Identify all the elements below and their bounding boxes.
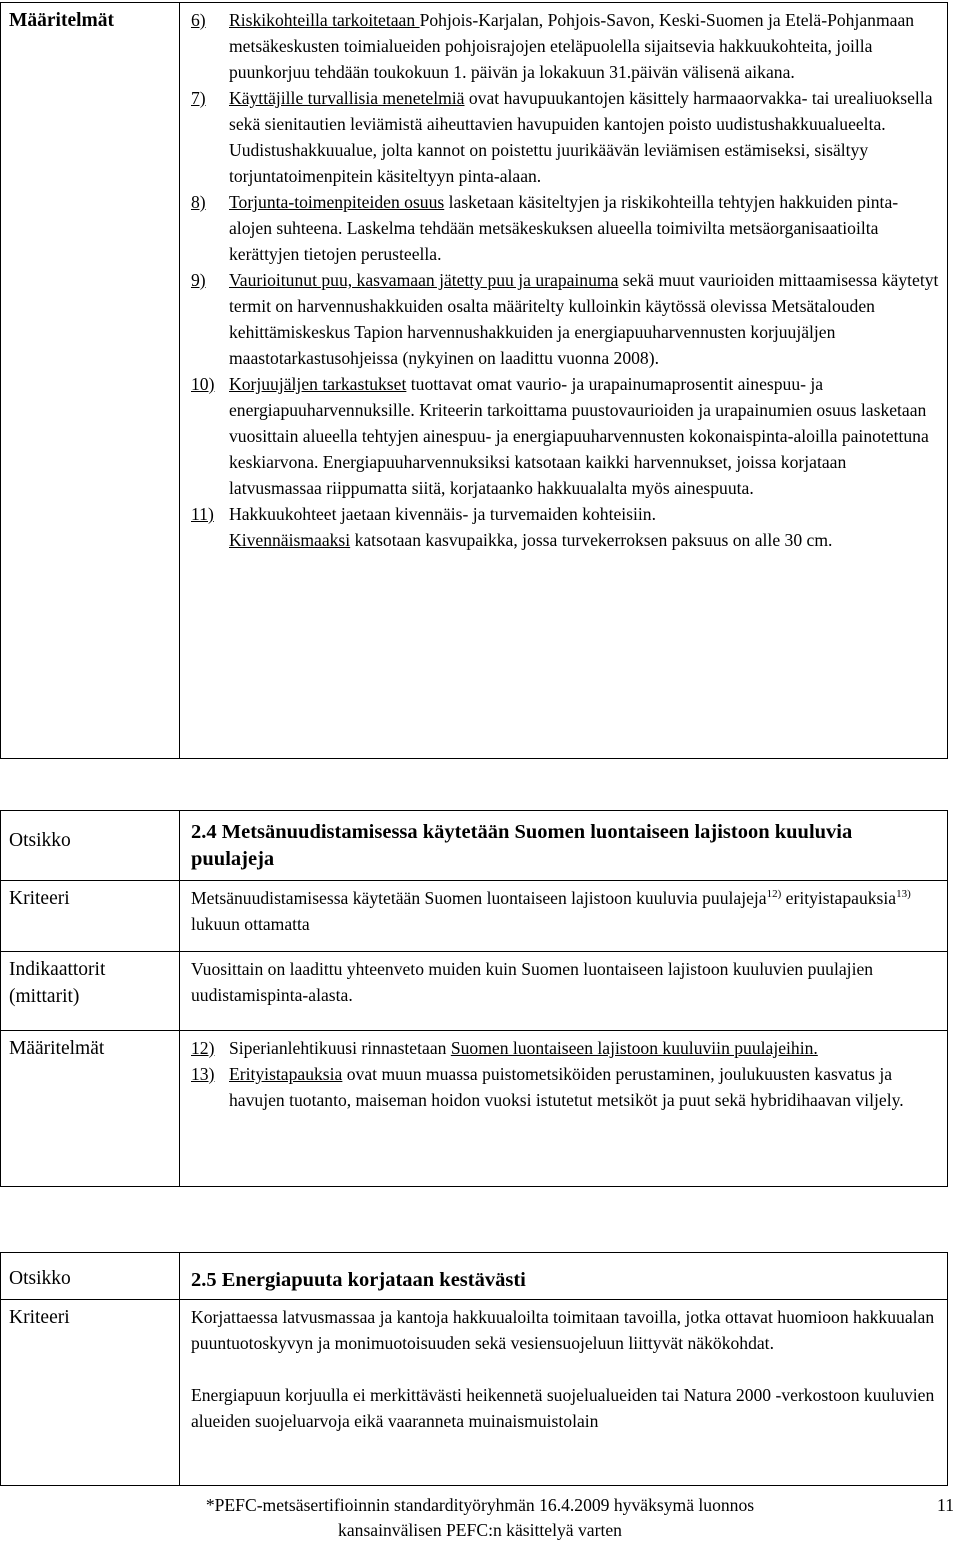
kriteeri-text-2-5: Korjattaessa latvusmassaa ja kantoja hakkuualoilta toimitaan tavoilla, jotka ottavat huomioon hakkuualan puuntuotoskyvyn ja monimuotoisuuden sekä vesiensuojeluun liittyvät näkökohdat. Energiapuun korjuulla ei merkittävästi heikennetä suojelualueiden tai Natura 2000 -verkostoon kuuluvien alueiden suojeluarvoja eikä vaaranneta muinaismuistolain <box>180 1300 948 1486</box>
definition-item-6: 6) Riskikohteilla tarkoitetaan Pohjois-Karjalan, Pohjois-Savon, Keski-Suomen ja Etelä-Pohjanmaan metsäkeskusten toimialueiden pohjoisrajojen eteläpuolella sijaitsevia hakkuukohteita, joilla puunkorjuu tehdään toukokuun 1. päivän ja lokakuun 31.päivän välisenä aikana. <box>191 10 915 82</box>
definitions-content-2-4 <box>180 1031 948 1187</box>
kriteeri-label-2-4: Kriteeri <box>1 881 180 952</box>
kriteeri-text-2-4: Metsänuudistamisessa käytetään Suomen luontaiseen lajistoon kuuluvia puulajeja$^{12)}$ erityistapauksia$^{13)}$ lukuun ottamatta <box>180 881 948 952</box>
maaritelmat-label-2-4: Määritelmät <box>1 1031 180 1187</box>
section-2-5-table <box>0 1252 948 1486</box>
page-footer: *PEFC-metsäsertifioinnin standardityöryhmän 16.4.2009 hyväksymä luonnos kansainvälisen PEFC:n käsittelyä varten <box>205 1495 755 1540</box>
definitions-content-1 <box>180 3 948 759</box>
section-title-2-5: 2.5 Energiapuuta korjataan kestävästi <box>191 1269 526 1291</box>
definition-item-9: 9) Vaurioitunut puu, kasvamaan jätetty puu ja urapainuma sekä muut vaurioiden mittaamisessa käytetyt termit on harvennushakkuiden osalta määritelty kulloinkin käytössä olevissa Metsätalouden kehittämiskeskus Tapion harvennushakkuiden ja energiapuuharvennusten korjuujäljen maastotarkastusohjeissa (nykyinen on laadittu vuonna 2008). <box>191 270 939 368</box>
indikaattorit-text-2-4: Vuosittain on laadittu yhteenveto muiden kuin Suomen luontaiseen lajistoon kuuluvien puulajien uudistamispinta-alasta. <box>180 952 948 1031</box>
definition-item-7: 7) Käyttäjille turvallisia menetelmiä ovat havupuukantojen käsittely harmaaorvakka- tai urealiuoksella sekä sienitautien leviämistä aiheuttavien havupuiden kantojen poisto uudistushakkuualueelta. Uudistushakkuualue, jolta kannot on poistettu juurikäävän leviämisen estämiseksi, sisältyy torjuntatoimenpitein käsiteltyyn pinta-alaan. <box>191 88 933 186</box>
page-number: 11 <box>937 1495 954 1515</box>
definitions-table-1 <box>0 2 948 759</box>
definition-item-8: 8) Torjunta-toimenpiteiden osuus lasketaan käsiteltyjen ja riskikohteilla tehtyjen hakkuiden pinta-alojen suhteena. Laskelma tehdään metsäkeskuksen alueella toimivilta metsäorganisaatioilta kerättyjen tietojen perusteella. <box>191 192 899 264</box>
kriteeri-label-2-5: Kriteeri <box>1 1300 180 1486</box>
definition-item-12: 12) Siperianlehtikuusi rinnastetaan Suomen luontaiseen lajistoon kuuluviin puulajeihin. <box>191 1038 818 1058</box>
otsikko-label-2-5: Otsikko <box>1 1253 180 1300</box>
definition-item-13: 13) Erityistapauksia ovat muun muassa puistometsiköiden perustaminen, joulukuusten kasvatus ja havujen tuotanto, maiseman hoidon vuoksi istutetut metsiköt ja puut sekä hybridihaavan viljely. <box>191 1064 904 1110</box>
maaritelmat-label-1: Määritelmät <box>1 3 180 759</box>
definition-item-11: 11) Hakkuukohteet jaetaan kivennäis- ja turvemaiden kohteisiin. Kivennäismaaksi katsotaan kasvupaikka, jossa turvekerroksen paksuus on alle 30 cm. <box>191 504 833 550</box>
section-2-4-table <box>0 810 948 1187</box>
otsikko-label-2-4: Otsikko <box>1 811 180 881</box>
indikaattorit-label-2-4: Indikaattorit (mittarit) <box>1 952 180 1031</box>
definition-item-10: 10) Korjuujäljen tarkastukset tuottavat omat vaurio- ja urapainumaprosentit ainespuu- ja energiapuuharvennuksille. Kriteerin tarkoittama puustovaurioiden ja urapainumien osuus lasketaan vuosittain alueella tehtyjen ainespuu- ja energiapuuharvennusten kokonaispinta-aloilla painotettuna keskiarvona. Energiapuuharvennuksiksi katsotaan kaikki harvennukset, joissa korjataan latvusmassaa riippumatta siitä, korjataanko hakkuualalta myös ainespuuta. <box>191 374 929 498</box>
section-title-2-4: 2.4 Metsänuudistamisessa käytetään Suomen luontaiseen lajistoon kuuluvia puulajeja <box>191 821 853 870</box>
